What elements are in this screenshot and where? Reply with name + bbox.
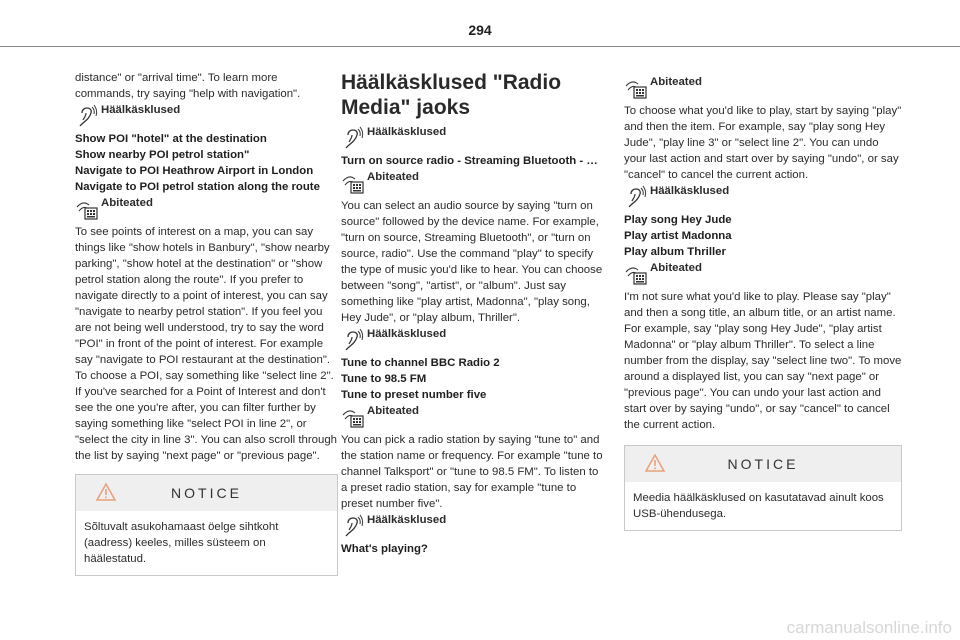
- command-line: Turn on source radio - Streaming Bluetooth - …: [341, 155, 598, 167]
- command-line: Tune to preset number five: [341, 389, 487, 401]
- system-replies-label-text: Abiteated: [367, 405, 419, 417]
- voice-commands-label-text: Häälkäsklused: [367, 126, 447, 138]
- notice-title: NOTICE: [171, 485, 242, 501]
- notice-header: [76, 475, 337, 511]
- voice-command-icon: [341, 126, 365, 150]
- reply-text: I'm not sure what you'd like to play. Please say "play" and then a song title, an album title, or an artist name. For example, say "play song Hey Jude", "play artist Madonna" or "play album Thriller". To select a line number from the display, say "select line two". To move around a displayed list, you can say "next page" or "previous page". You can undo your last action and start over by saying "undo", or say "cancel" to cancel the current action.: [624, 291, 902, 431]
- voice-commands-label-text: Häälkäsklused: [367, 514, 447, 526]
- command-line: Navigate to POI petrol station along the route: [75, 181, 320, 193]
- notice-box: [75, 474, 338, 576]
- voice-commands-label-text: Häälkäsklused: [367, 328, 447, 340]
- system-reply-icon: [624, 76, 648, 100]
- system-reply-icon: [75, 197, 99, 221]
- system-replies-label-text: Abiteated: [101, 197, 153, 209]
- warning-icon: [645, 454, 665, 472]
- notice-text: Meedia häälkäsklused on kasutatavad ainult koos USB-ühendusega.: [633, 492, 884, 520]
- voice-commands-label: [341, 126, 604, 150]
- reply-text: To choose a POI, say something like "select line 2". If you've searched for a Point of Interest and don't see the one you're after, you can filter further by saying something like "select POI in line 2", or "select the city in line 3". You can also scroll through the list by saying "next page" or "previous page".: [75, 370, 337, 462]
- reply-text: To choose what you'd like to play, start by saying "play" and then the item. For example, say "play song Hey Jude", "play line 3" or "select line 2". You can undo your last action and start over by saying "undo", or say "cancel" to cancel the current action.: [624, 105, 902, 181]
- command-line: Play song Hey Jude: [624, 214, 732, 226]
- warning-icon: [96, 483, 116, 501]
- system-replies-label: [624, 76, 902, 100]
- column-middle: [341, 70, 604, 557]
- voice-command-icon: [624, 185, 648, 209]
- system-replies-label-text: Abiteated: [650, 76, 702, 88]
- system-replies-label-text: Abiteated: [650, 262, 702, 274]
- voice-command-icon: [341, 328, 365, 352]
- header-divider: [0, 46, 960, 47]
- system-replies-label: [341, 405, 604, 429]
- reply-text: To see points of interest on a map, you can say things like "show hotels in Banbury", "show nearby parking", "show hotel at the destination" or "show petrol station along the route". If you prefer to navigate directly to a point of interest, you can say "navigate to nearby petrol station". If you feel you are not being well understood, try to say the word "POI" in front of the point of interest. For example say "navigate to POI restaurant at the destination".: [75, 226, 331, 366]
- command-line: Show nearby POI petrol station": [75, 149, 250, 161]
- system-replies-label: [75, 197, 338, 221]
- system-reply-icon: [341, 405, 365, 429]
- command-line: What's playing?: [341, 543, 428, 555]
- system-replies-label: [624, 262, 902, 286]
- column-left: [75, 70, 338, 576]
- notice-title: NOTICE: [727, 456, 799, 472]
- notice-text: Sõltuvalt asukohamaast öelge sihtkoht (aadress) keeles, milles süsteem on häälestatud.: [84, 521, 279, 565]
- notice-header: [625, 446, 901, 482]
- column-right: [624, 70, 902, 531]
- voice-commands-label: [341, 328, 604, 352]
- voice-commands-label: [341, 514, 604, 538]
- section-heading: Häälkäsklused "Radio Media" jaoks: [341, 71, 562, 119]
- intro-text: distance" or "arrival time". To learn more commands, try saying "help with navigation".: [75, 72, 301, 100]
- notice-box: [624, 445, 902, 531]
- command-line: Play artist Madonna: [624, 230, 732, 242]
- page-number: 294: [468, 22, 492, 38]
- voice-command-icon: [75, 104, 99, 128]
- system-reply-icon: [341, 171, 365, 195]
- system-replies-label: [341, 171, 604, 195]
- command-line: Navigate to POI Heathrow Airport in London: [75, 165, 314, 177]
- voice-commands-label-text: Häälkäsklused: [101, 104, 181, 116]
- voice-commands-label: [624, 185, 902, 209]
- command-line: Show POI "hotel" at the destination: [75, 133, 267, 145]
- reply-text: You can select an audio source by saying "turn on source" followed by the device name. For example, "turn on source, Streaming Bluetooth", or "turn on source, radio". Use the command "play" to specify the type of music you'd like to hear. You can choose between "song", "artist", or "album". Just say something like "play artist, Madonna", "play song, Hey Jude", or "play album, Thriller".: [341, 200, 603, 324]
- watermark: carmanualsonline.info: [786, 618, 952, 637]
- system-reply-icon: [624, 262, 648, 286]
- voice-commands-label-text: Häälkäsklused: [650, 185, 730, 197]
- command-line: Play album Thriller: [624, 246, 726, 258]
- voice-command-icon: [341, 514, 365, 538]
- command-line: Tune to 98.5 FM: [341, 373, 427, 385]
- reply-text: You can pick a radio station by saying "tune to" and the station name or frequency. For example "tune to channel Talksport" or "tune to 98.5 FM". To listen to a preset radio station, say for example "tune to preset number five".: [341, 434, 603, 510]
- command-line: Tune to channel BBC Radio 2: [341, 357, 500, 369]
- system-replies-label-text: Abiteated: [367, 171, 419, 183]
- voice-commands-label: [75, 104, 338, 128]
